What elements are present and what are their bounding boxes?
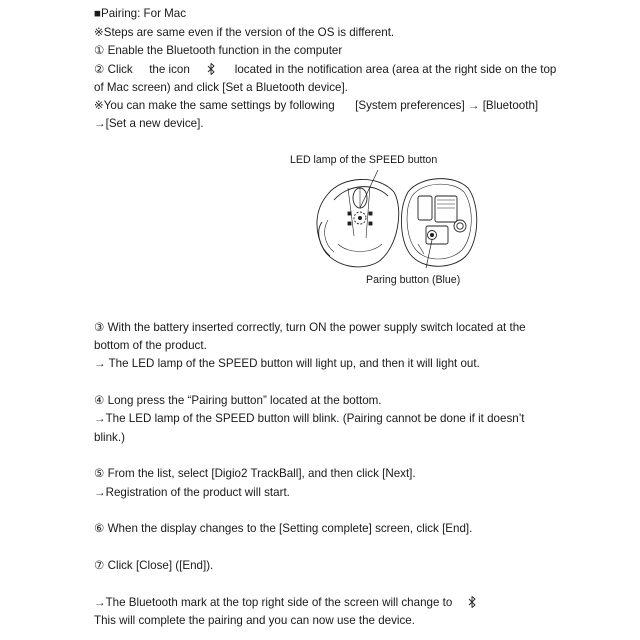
final-text: →The Bluetooth mark at the top right side of the screen will change to (94, 596, 453, 609)
step-2-click: ② Click (94, 63, 133, 76)
step-2-line-1 (94, 63, 556, 77)
step-5-line-1: ⑤ From the list, select [Digio2 TrackBall], and then click [Next]. (94, 467, 416, 480)
step-6: ⑥ When the display changes to the [Setting complete] screen, click [End]. (94, 522, 473, 535)
os-note: ※Steps are same even if the version of the OS is different. (94, 26, 395, 39)
bluetooth-icon (206, 63, 216, 75)
step-7: ⑦ Click [Close] ([End]). (94, 559, 214, 572)
mouse-illustration (308, 170, 478, 274)
pairing-button-label: Paring button (Blue) (366, 274, 461, 286)
step-2-the-icon: the icon (149, 63, 190, 76)
step-5-result: →Registration of the product will start. (94, 486, 290, 499)
final-line-2: This will complete the pairing and you can now use the device. (94, 614, 415, 627)
step-4-line-2: →The LED lamp of the SPEED button will blink. (Pairing cannot be done if it doesn’t (94, 412, 525, 425)
step-3-line-2: bottom of the product. (94, 339, 207, 352)
step-4-line-3: blink.) (94, 431, 125, 444)
step-2-line-2: of Mac screen) and click [Set a Bluetooth device]. (94, 81, 348, 94)
note-2-line-2: →[Set a new device]. (94, 117, 204, 130)
step-4-line-1: ④ Long press the “Pairing button” located at the bottom. (94, 394, 382, 407)
note-2-line-1 (94, 99, 538, 113)
bluetooth-icon (467, 596, 477, 608)
final-line-1 (94, 596, 477, 610)
note-2-path: [System preferences] → [Bluetooth] (355, 99, 539, 112)
note-2-text: ※You can make the same settings by following (94, 99, 335, 112)
step-3-line-1: ③ With the battery inserted correctly, turn ON the power supply switch located at the (94, 321, 526, 334)
page-title: ■Pairing: For Mac (94, 7, 187, 20)
step-2-location: located in the notification area (area at the right side on the top (234, 63, 557, 76)
step-1: ① Enable the Bluetooth function in the computer (94, 44, 343, 57)
led-lamp-label: LED lamp of the SPEED button (290, 154, 438, 166)
step-3-result: → The LED lamp of the SPEED button will light up, and then it will light out. (94, 357, 480, 370)
